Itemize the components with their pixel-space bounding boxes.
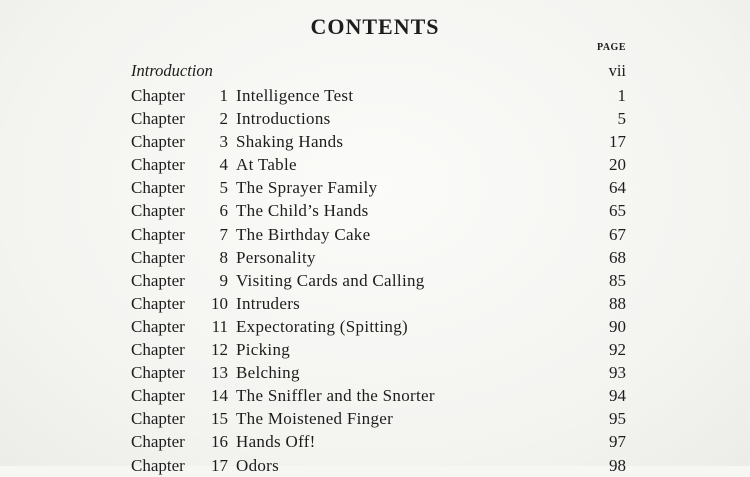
chapter-title: Odors: [236, 455, 280, 475]
chapter-title: At Table: [236, 155, 297, 175]
toc-row: [131, 130, 626, 153]
chapter-number: 17: [211, 455, 228, 475]
chapter-word: Chapter: [131, 178, 185, 198]
intro-label: Introduction: [131, 61, 213, 80]
chapter-title: The Child’s Hands: [236, 201, 369, 221]
chapter-title: Intelligence Test: [236, 86, 354, 105]
toc-row: [131, 315, 626, 338]
chapter-page-number: 68: [609, 247, 626, 267]
intro-page-number: vii: [608, 61, 626, 80]
chapter-word: Chapter: [131, 270, 185, 290]
chapter-word: Chapter: [131, 363, 185, 383]
chapter-page-number: 67: [609, 224, 626, 244]
chapter-title: Shaking Hands: [236, 132, 344, 152]
chapter-word: Chapter: [131, 132, 185, 152]
chapter-title: The Birthday Cake: [236, 224, 371, 244]
chapter-title: The Sniffler and the Snorter: [236, 386, 435, 406]
toc-row: [131, 384, 626, 407]
toc-row: [131, 430, 626, 453]
chapter-page-number: 85: [609, 270, 626, 290]
toc-row: [131, 269, 626, 292]
toc-row: [131, 292, 626, 315]
chapter-word: Chapter: [131, 386, 185, 406]
toc-row: [131, 153, 626, 176]
chapter-word: Chapter: [131, 432, 185, 452]
toc-row: [131, 107, 626, 130]
chapter-title: The Moistened Finger: [236, 409, 394, 429]
chapter-number: 15: [211, 409, 228, 429]
chapter-title: Visiting Cards and Calling: [236, 270, 425, 290]
chapter-title: Personality: [236, 247, 316, 267]
chapter-title: The Sprayer Family: [236, 178, 378, 198]
chapter-number: 5: [219, 178, 228, 198]
toc-row: [131, 407, 626, 430]
toc-row: [131, 199, 626, 222]
chapter-number: 8: [219, 247, 228, 267]
chapter-word: Chapter: [131, 455, 185, 475]
chapter-number: 2: [219, 109, 228, 129]
chapter-title: Picking: [236, 340, 291, 360]
chapter-number: 9: [219, 270, 228, 290]
toc-row: [131, 176, 626, 199]
chapter-number: 13: [211, 363, 228, 383]
chapter-number: 1: [219, 86, 228, 105]
page-title: CONTENTS: [310, 14, 440, 39]
chapter-word: Chapter: [131, 109, 185, 129]
chapter-word: Chapter: [131, 247, 185, 267]
toc-row: [131, 84, 626, 107]
chapter-page-number: 94: [609, 386, 626, 406]
chapter-number: 10: [211, 293, 228, 313]
chapter-title: Intruders: [236, 293, 301, 313]
chapter-word: Chapter: [131, 155, 185, 175]
chapter-number: 3: [219, 132, 228, 152]
toc-row: [131, 454, 626, 477]
chapter-number: 14: [211, 386, 228, 406]
chapter-page-number: 95: [609, 409, 626, 429]
page-column-label: PAGE: [596, 42, 626, 53]
chapter-title: Hands Off!: [236, 432, 316, 452]
chapter-number: 12: [211, 340, 228, 360]
chapter-word: Chapter: [131, 316, 185, 336]
toc-row: [131, 338, 626, 361]
chapter-number: 4: [219, 155, 228, 175]
chapter-word: Chapter: [131, 293, 185, 313]
toc-intro-row: [131, 61, 626, 83]
chapter-page-number: 65: [609, 201, 626, 221]
toc-row: [131, 246, 626, 269]
chapter-page-number: 88: [609, 293, 626, 313]
toc-row: [131, 361, 626, 384]
chapter-word: Chapter: [131, 201, 185, 221]
chapter-page-number: 97: [609, 432, 626, 452]
chapter-title: Expectorating (Spitting): [236, 316, 408, 336]
chapter-title: Introductions: [236, 109, 331, 129]
chapter-word: Chapter: [131, 86, 185, 105]
chapter-page-number: 5: [617, 109, 626, 129]
chapter-page-number: 92: [609, 340, 626, 360]
chapter-page-number: 20: [609, 155, 626, 175]
chapter-number: 11: [211, 316, 228, 336]
table-of-contents: [131, 84, 626, 477]
chapter-word: Chapter: [131, 340, 185, 360]
toc-row: [131, 223, 626, 246]
chapter-number: 6: [219, 201, 228, 221]
chapter-page-number: 17: [609, 132, 626, 152]
chapter-page-number: 64: [609, 178, 626, 198]
chapter-page-number: 1: [617, 86, 626, 105]
chapter-number: 16: [211, 432, 228, 452]
chapter-page-number: 90: [609, 316, 626, 336]
chapter-page-number: 93: [609, 363, 626, 383]
chapter-page-number: 98: [609, 455, 626, 475]
chapter-number: 7: [219, 224, 228, 244]
chapter-word: Chapter: [131, 224, 185, 244]
chapter-title: Belching: [236, 363, 300, 383]
chapter-word: Chapter: [131, 409, 185, 429]
